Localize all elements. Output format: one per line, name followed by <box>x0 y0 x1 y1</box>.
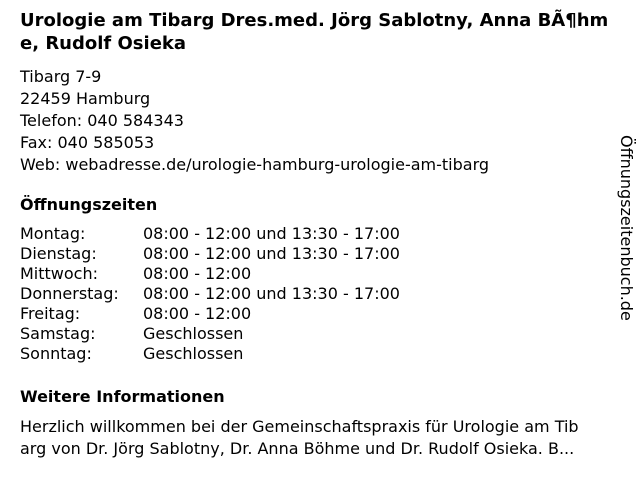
business-card <box>20 9 620 460</box>
hours-row-thursday <box>20 284 620 304</box>
hours-row-friday <box>20 304 620 324</box>
address-city: 22459 Hamburg <box>20 89 151 108</box>
address-web: Web: webadresse.de/urologie-hamburg-urologie-am-tibarg <box>20 155 490 174</box>
hours-day: Freitag: <box>20 304 81 323</box>
hours-time: 08:00 - 12:00 <box>143 304 252 323</box>
hours-row-wednesday <box>20 264 620 284</box>
brand-watermark: Öffnungszeitenbuch.de <box>617 135 636 321</box>
hours-row-sunday <box>20 344 620 364</box>
hours-day: Samstag: <box>20 324 96 343</box>
hours-time: 08:00 - 12:00 und 13:30 - 17:00 <box>143 284 400 303</box>
hours-row-saturday <box>20 324 620 344</box>
address-phone: Telefon: 040 584343 <box>20 111 184 130</box>
hours-day: Dienstag: <box>20 244 97 263</box>
hours-row-tuesday <box>20 244 620 264</box>
more-info-line: arg von Dr. Jörg Sablotny, Dr. Anna Böhme und Dr. Rudolf Osieka. B... <box>20 439 575 458</box>
hours-time: Geschlossen <box>143 344 244 363</box>
hours-time: 08:00 - 12:00 und 13:30 - 17:00 <box>143 244 400 263</box>
hours-day: Mittwoch: <box>20 264 98 283</box>
address-street: Tibarg 7-9 <box>20 67 102 86</box>
hours-day: Sonntag: <box>20 344 92 363</box>
hours-row-monday <box>20 224 620 244</box>
address-fax: Fax: 040 585053 <box>20 133 155 152</box>
hours-time: 08:00 - 12:00 <box>143 264 252 283</box>
address-block <box>20 66 620 176</box>
hours-time: 08:00 - 12:00 und 13:30 - 17:00 <box>143 224 400 243</box>
opening-hours-heading: Öffnungszeiten <box>20 195 158 214</box>
opening-hours-table <box>20 224 620 364</box>
more-info-heading: Weitere Informationen <box>20 387 225 406</box>
hours-day: Donnerstag: <box>20 284 119 303</box>
more-info-text <box>20 416 625 460</box>
more-info-line: Herzlich willkommen bei der Gemeinschaftspraxis für Urologie am Tib <box>20 417 579 436</box>
hours-time: Geschlossen <box>143 324 244 343</box>
business-title: Urologie am Tibarg Dres.med. Jörg Sablotny, Anna BÃ¶hme, Rudolf Osieka <box>20 10 609 54</box>
hours-day: Montag: <box>20 224 86 243</box>
